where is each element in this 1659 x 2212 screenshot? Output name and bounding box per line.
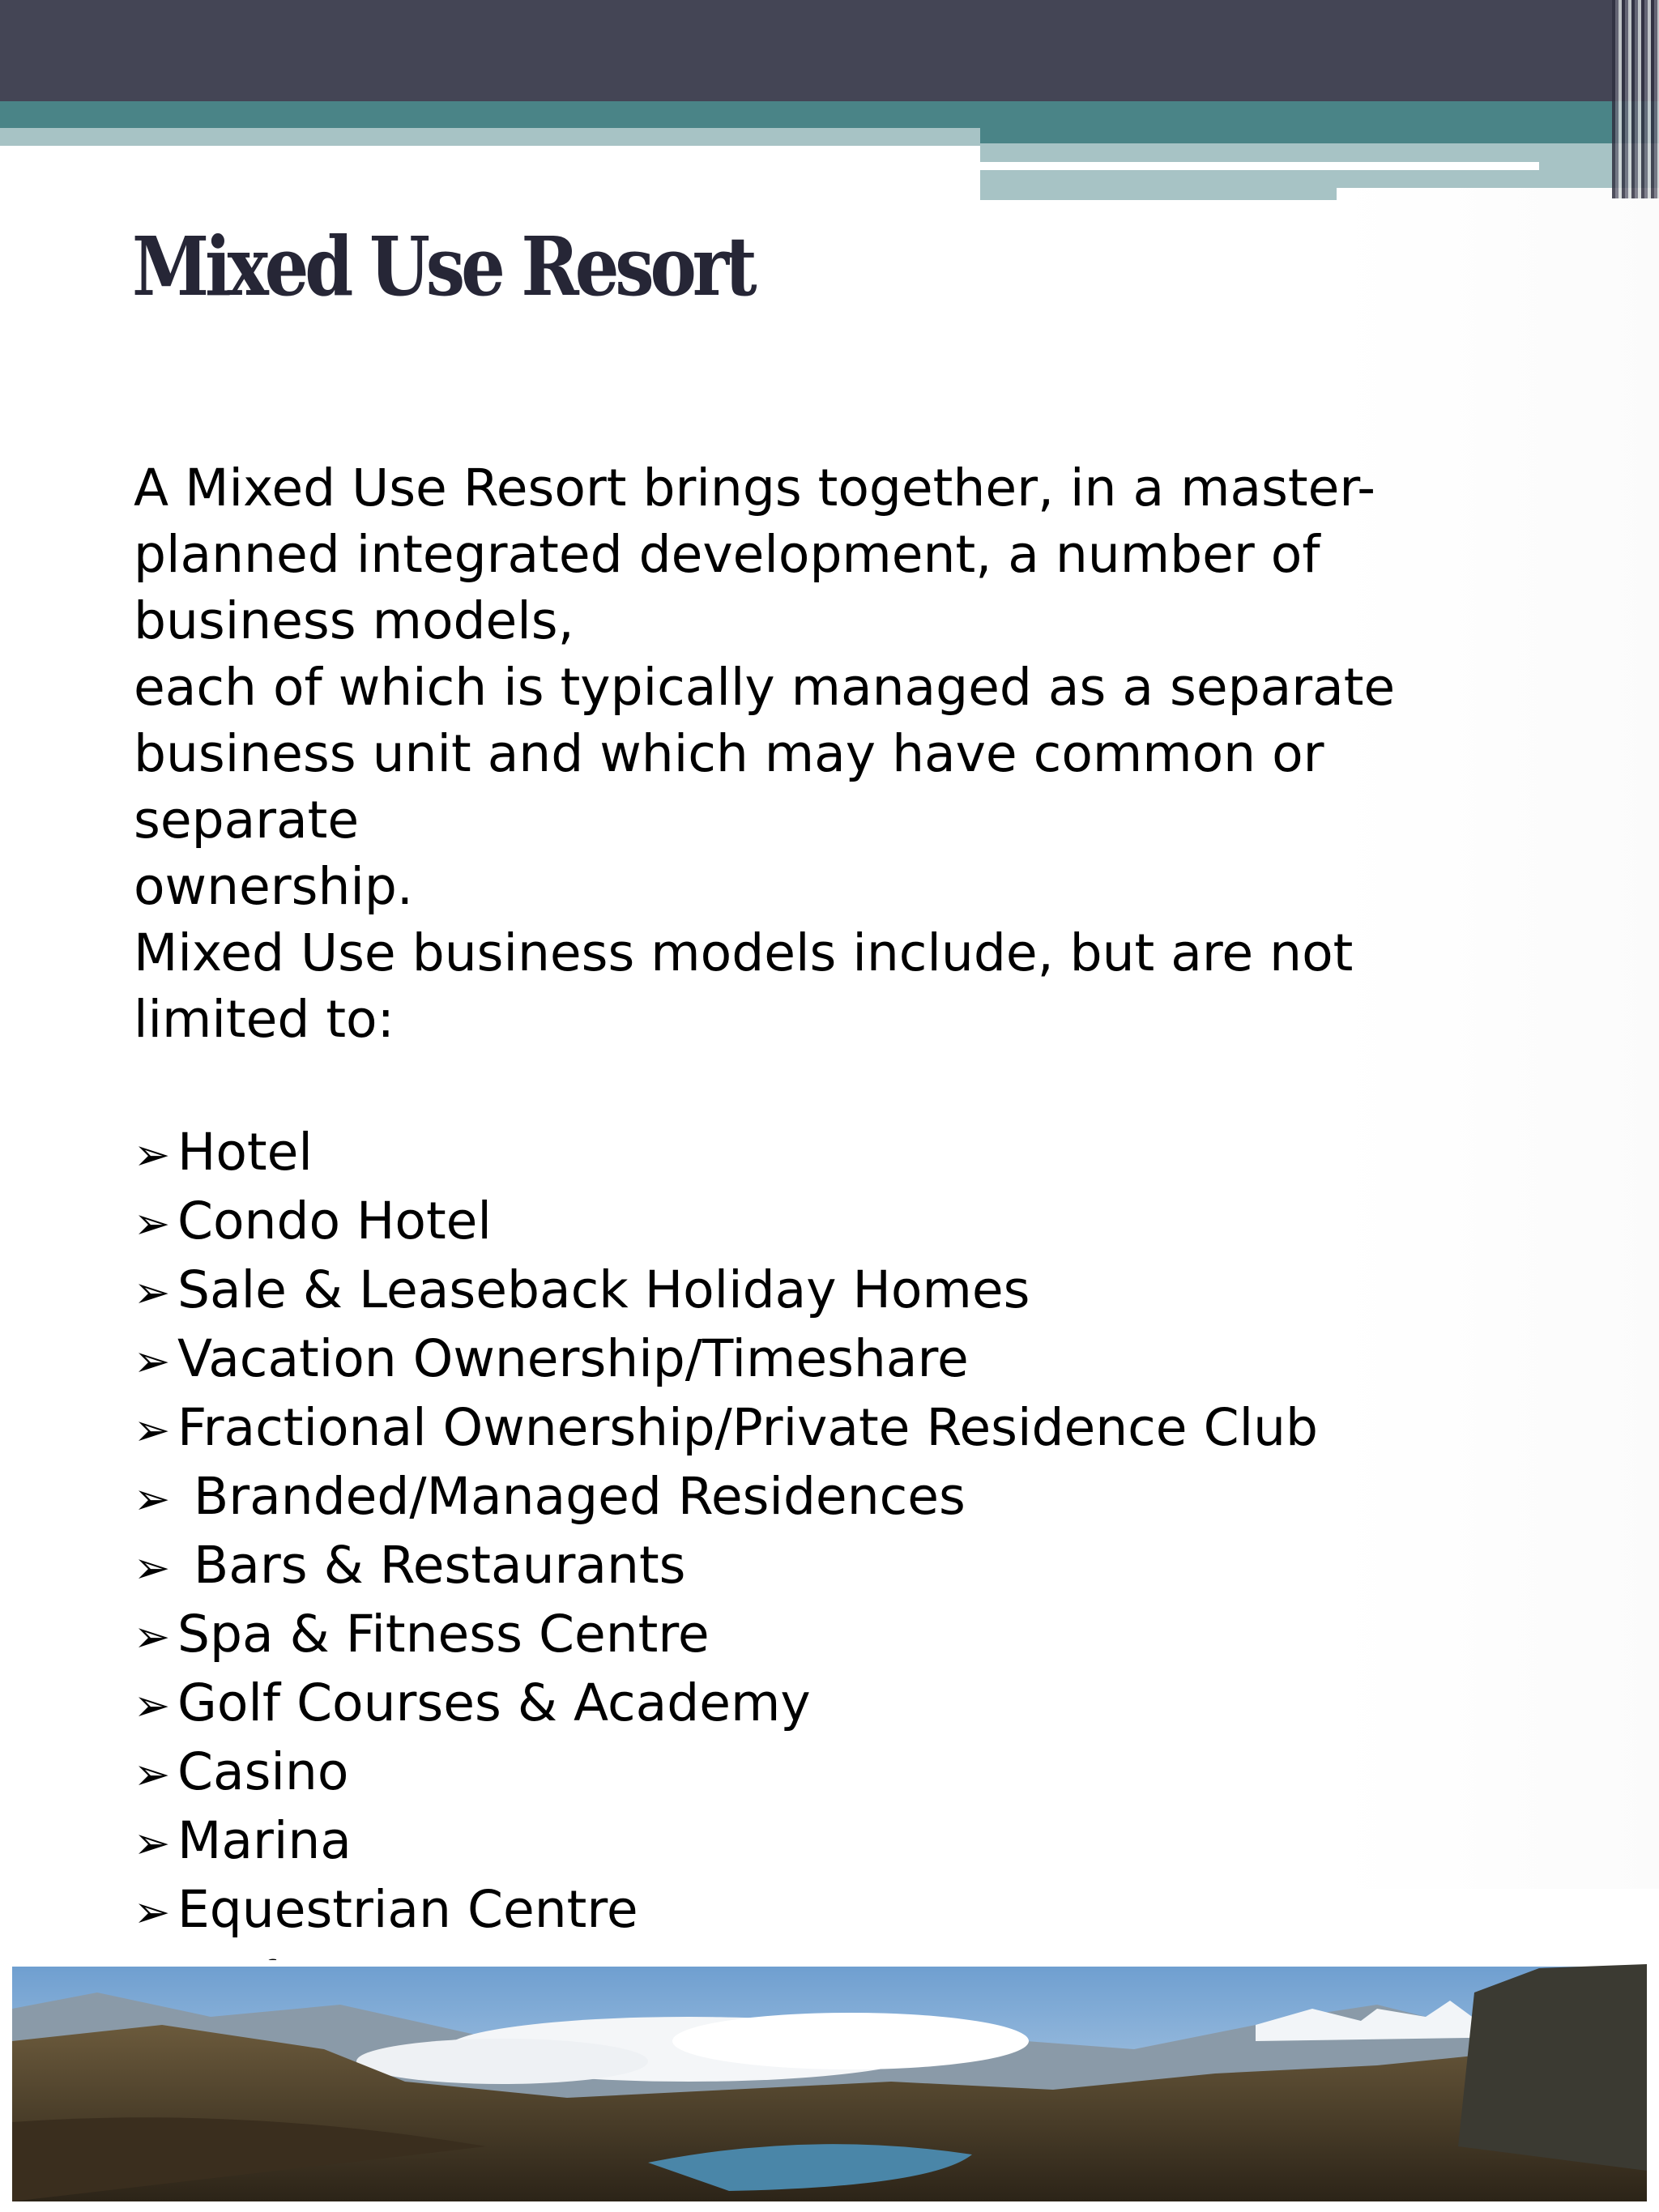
arrow-bullet-icon: ➢: [134, 1129, 171, 1180]
arrow-bullet-icon: ➢: [134, 1473, 171, 1524]
list-item-label: Vacation Ownership/Timeshare: [177, 1329, 969, 1388]
landscape-photo: [0, 1960, 1659, 2212]
header-band-dark: [0, 0, 1659, 101]
spacer: [134, 1053, 1430, 1119]
list-item: [134, 1601, 1430, 1670]
body-line: business unit and which may have common or: [134, 724, 1324, 783]
list-item: [134, 1670, 1430, 1739]
list-item-label: Spa & Fitness Centre: [177, 1605, 710, 1664]
header-white-line: [980, 162, 1539, 170]
body-line: planned integrated development, a number of: [134, 525, 1320, 584]
header-white-strip: [0, 146, 980, 152]
body-line: separate: [134, 791, 360, 850]
list-item-label: Condo Hotel: [177, 1191, 492, 1251]
body-line: business models,: [134, 591, 574, 650]
arrow-bullet-icon: ➢: [134, 1818, 171, 1869]
body-line: A Mixed Use Resort brings together, in a master-: [134, 458, 1375, 518]
arrow-bullet-icon: ➢: [134, 1680, 171, 1731]
arrow-bullet-icon: ➢: [134, 1886, 171, 1937]
arrow-bullet-icon: ➢: [134, 1404, 171, 1455]
body-line: limited to:: [134, 990, 394, 1049]
list-item-label: Sale & Leaseback Holiday Homes: [177, 1260, 1030, 1319]
list-item: [134, 1739, 1430, 1808]
list-item: [134, 1395, 1430, 1464]
list-item: [134, 1119, 1430, 1188]
arrow-bullet-icon: ➢: [134, 1542, 171, 1593]
list-item: [134, 1808, 1430, 1877]
list-item-label: Bars & Restaurants: [177, 1536, 686, 1595]
list-item-label: Fractional Ownership/Private Residence Club: [177, 1398, 1318, 1457]
list-item-label: Golf Courses & Academy: [177, 1673, 811, 1733]
arrow-bullet-icon: ➢: [134, 1198, 171, 1249]
list-item: [134, 1326, 1430, 1395]
slide-body: [134, 455, 1430, 2010]
list-item: [134, 1188, 1430, 1257]
body-line: each of which is typically managed as a separate: [134, 658, 1396, 717]
list-item-label: Branded/Managed Residences: [177, 1467, 966, 1526]
body-line: Mixed Use business models include, but are not: [134, 923, 1354, 982]
slide-title: Mixed Use Resort: [132, 219, 753, 314]
arrow-bullet-icon: ➢: [134, 1267, 171, 1318]
list-item: [134, 1877, 1430, 1946]
body-line: ownership.: [134, 857, 413, 916]
header-edge-stripes: [1612, 0, 1659, 198]
arrow-bullet-icon: ➢: [134, 1611, 171, 1662]
header-band-light: [0, 128, 980, 146]
list-item-label: Casino: [177, 1742, 349, 1801]
list-item-label: Marina: [177, 1811, 352, 1870]
list-item: [134, 1532, 1430, 1601]
arrow-bullet-icon: ➢: [134, 1749, 171, 1800]
list-item-label: Hotel: [177, 1123, 313, 1182]
list-item: [134, 1257, 1430, 1326]
business-model-list: [134, 1119, 1430, 1946]
arrow-bullet-icon: ➢: [134, 1336, 171, 1387]
list-item: [134, 1464, 1430, 1532]
list-item-label: Equestrian Centre: [177, 1880, 638, 1939]
